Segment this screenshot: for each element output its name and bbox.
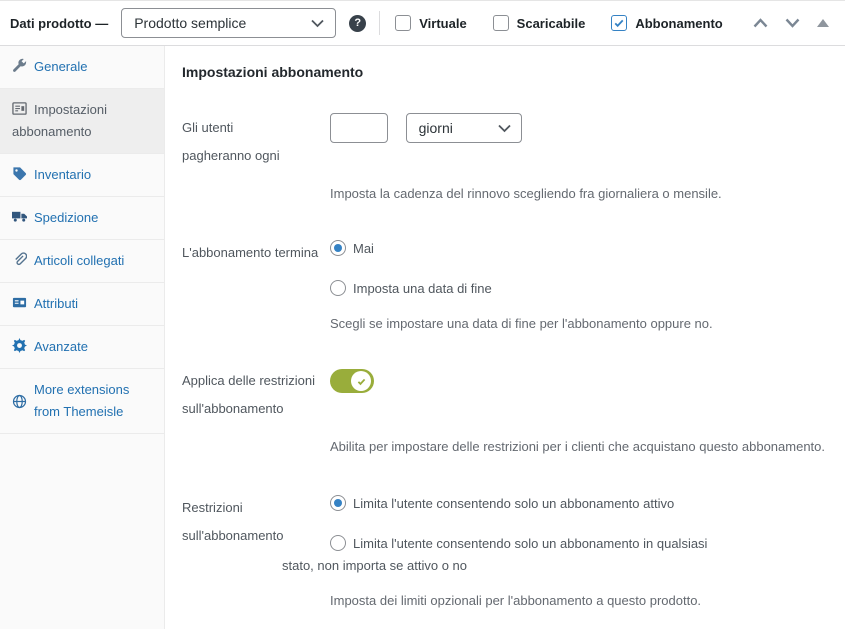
restriction-toggle-help-text: Abilita per impostare delle restrizioni per i clienti che acquistano questo abbonamento.	[330, 439, 826, 454]
sidebar-item-inventario[interactable]	[0, 154, 164, 197]
sidebar-item-articoli-collegati[interactable]	[0, 240, 164, 283]
restrictions-toggle[interactable]	[330, 369, 374, 393]
tab-label: Avanzate	[34, 339, 88, 354]
restriction-any-status-label[interactable]: Limita l'utente consentendo solo un abbonamento in qualsiasi stato, non importa se attivo o no	[282, 536, 708, 573]
metabox-title: Dati prodotto —	[10, 15, 109, 31]
interval-unit-select[interactable]	[406, 113, 522, 143]
expiry-never-radio[interactable]	[330, 240, 346, 256]
sidebar-item-spedizione[interactable]	[0, 197, 164, 240]
restrictions-field-row	[182, 493, 827, 577]
sidebar-item-attributi[interactable]	[0, 283, 164, 326]
subscription-settings-icon	[12, 101, 28, 115]
virtual-checkbox[interactable]	[395, 15, 411, 31]
restriction-active-label[interactable]: Limita l'utente consentendo solo un abbonamento attivo	[353, 496, 675, 511]
interval-label: Gli utenti pagheranno ogni	[182, 120, 280, 163]
restrictions-options	[282, 493, 827, 577]
restriction-toggle-control	[330, 366, 827, 423]
chevron-down-icon	[311, 19, 324, 28]
tab-label: Generale	[34, 59, 88, 74]
product-data-tabs	[0, 46, 165, 629]
check-icon	[613, 17, 625, 29]
interval-controls	[330, 113, 827, 170]
sidebar-item-generale[interactable]	[0, 46, 164, 89]
move-down-button[interactable]	[785, 18, 800, 28]
expiry-label: L'abbonamento termina	[182, 245, 319, 260]
product-data-header	[0, 1, 845, 46]
globe-icon	[12, 394, 28, 408]
tab-label: Inventario	[34, 167, 92, 182]
interval-field-row	[182, 113, 827, 170]
restrictions-label: Restrizioni sull'abbonamento	[182, 500, 284, 543]
chevron-down-icon	[785, 18, 800, 28]
header-divider	[379, 11, 380, 35]
restriction-active-radio[interactable]	[330, 495, 346, 511]
interval-unit-value: giorni	[418, 120, 453, 136]
expiry-option-end-date	[282, 278, 827, 300]
downloadable-checkbox-label: Scaricabile	[516, 15, 586, 31]
panel-heading: Impostazioni abbonamento	[182, 64, 364, 80]
product-type-select[interactable]	[121, 8, 336, 38]
product-type-value: Prodotto semplice	[134, 15, 247, 31]
chevron-up-icon	[753, 18, 768, 28]
expiry-help-text: Scegli se impostare una data di fine per l'abbonamento oppure no.	[330, 316, 713, 331]
interval-quantity-input[interactable]	[330, 113, 388, 143]
restriction-any-status	[282, 533, 827, 577]
link-icon	[12, 252, 28, 266]
wrench-icon	[12, 58, 28, 72]
expiry-never-label[interactable]: Mai	[353, 241, 374, 256]
check-icon	[356, 376, 367, 387]
triangle-up-icon	[817, 19, 829, 27]
move-up-button[interactable]	[753, 18, 768, 28]
tab-label: Impostazioni abbonamento	[12, 102, 107, 139]
attributes-icon	[12, 295, 28, 309]
subscription-settings-panel	[165, 46, 845, 629]
restrictions-help-text: Imposta dei limiti opzionali per l'abbonamento a questo prodotto.	[330, 593, 702, 608]
help-icon[interactable]: ?	[349, 15, 366, 32]
subscription-checkbox-group[interactable]	[611, 15, 722, 31]
subscription-checkbox[interactable]	[611, 15, 627, 31]
toggle-knob	[351, 371, 371, 391]
restriction-option-active	[282, 493, 827, 515]
downloadable-checkbox[interactable]	[493, 15, 509, 31]
downloadable-checkbox-group[interactable]	[493, 15, 586, 31]
interval-help-text: Imposta la cadenza del rinnovo scegliendo fra giornaliera o mensile.	[330, 186, 722, 201]
tab-label: More extensions from Themeisle	[34, 382, 130, 419]
tab-label: Articoli collegati	[34, 253, 125, 268]
truck-icon	[12, 209, 28, 223]
restriction-toggle-row	[182, 366, 827, 423]
expiry-options	[330, 238, 827, 300]
expiry-end-date-label[interactable]: Imposta una data di fine	[353, 281, 492, 296]
expiry-end-date-radio[interactable]	[330, 280, 346, 296]
toggle-panel-button[interactable]	[817, 19, 829, 27]
tag-icon	[12, 166, 28, 180]
virtual-checkbox-group[interactable]	[395, 15, 466, 31]
sidebar-item-more-extensions[interactable]	[0, 369, 164, 434]
expiry-field-row	[182, 238, 827, 300]
sidebar-item-impostazioni-abbonamento[interactable]	[0, 89, 164, 154]
gear-icon	[12, 338, 28, 352]
metabox-controls	[753, 18, 835, 28]
sidebar-item-avanzate[interactable]	[0, 326, 164, 369]
chevron-down-icon	[498, 124, 511, 133]
virtual-checkbox-label: Virtuale	[419, 15, 467, 31]
restriction-any-status-radio[interactable]	[330, 535, 346, 551]
tab-label: Spedizione	[34, 210, 99, 225]
restriction-toggle-label: Applica delle restrizioni sull'abbonamento	[182, 373, 315, 416]
subscription-checkbox-label: Abbonamento	[635, 15, 723, 31]
tab-label: Attributi	[34, 296, 79, 311]
expiry-option-never	[282, 238, 827, 260]
